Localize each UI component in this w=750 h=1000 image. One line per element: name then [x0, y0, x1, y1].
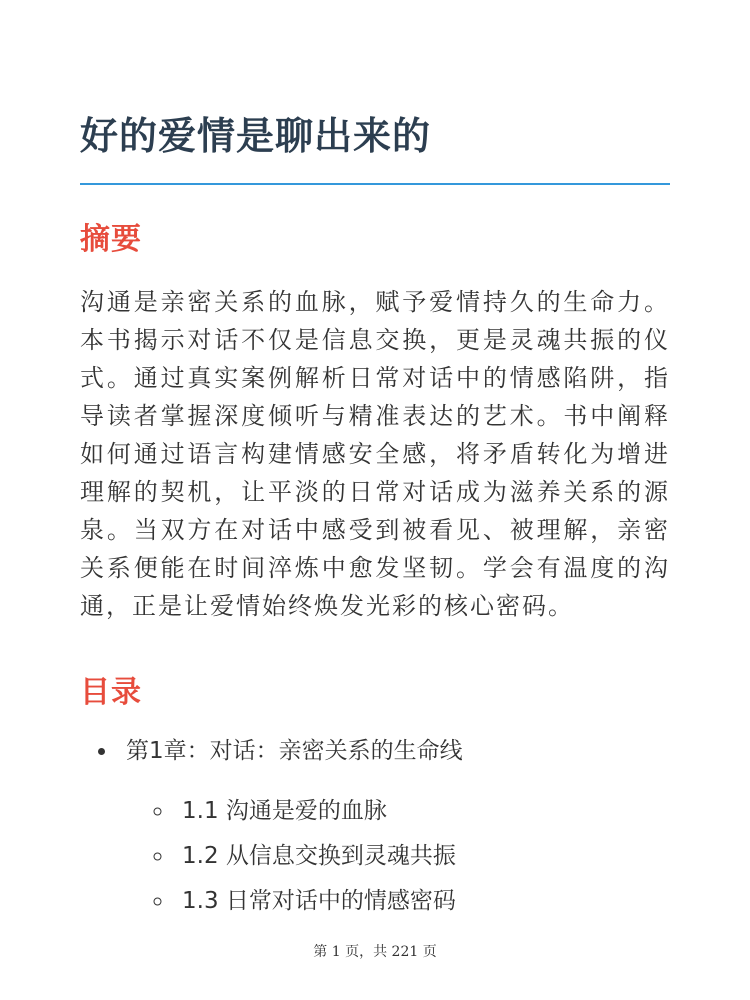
- page-footer: 第 1 页，共 221 页: [313, 944, 437, 960]
- toc-section-item: ◦ 1.1 沟通是爱的血脉: [174, 789, 670, 834]
- toc-heading: 目录: [80, 675, 142, 711]
- toc-section-item: ◦ 1.3 日常对话中的情感密码: [174, 879, 670, 924]
- toc-section-item: ◦ 1.2 从信息交换到灵魂共振: [174, 834, 670, 879]
- page-title: 好的爱情是聊出来的: [80, 112, 670, 185]
- toc-chapter-label: 第1章：对话：亲密关系的生命线: [126, 738, 463, 765]
- abstract-text: 沟通是亲密关系的血脉，赋予爱情持久的生命力。本书揭示对话不仅是信息交换，更是灵魂共振的仪式。通过真实案例解析日常对话中的情感陷阱，指导读者掌握深度倾听与精准表达的艺术。书中阐释如何通过语言构建情感安全感，将矛盾转化为增进理解的契机，让平淡的日常对话成为滋养关系的源泉。当双方在对话中感受到被看见、被理解，亲密关系便能在时间淬炼中愈发坚韧。学会有温度的沟通，正是让爱情始终焕发光彩的核心密码。: [80, 288, 670, 621]
- abstract-heading: 摘要: [80, 222, 142, 258]
- toc-section-list: [126, 789, 670, 924]
- toc-chapter-item: [118, 732, 670, 924]
- toc-list: [80, 732, 670, 924]
